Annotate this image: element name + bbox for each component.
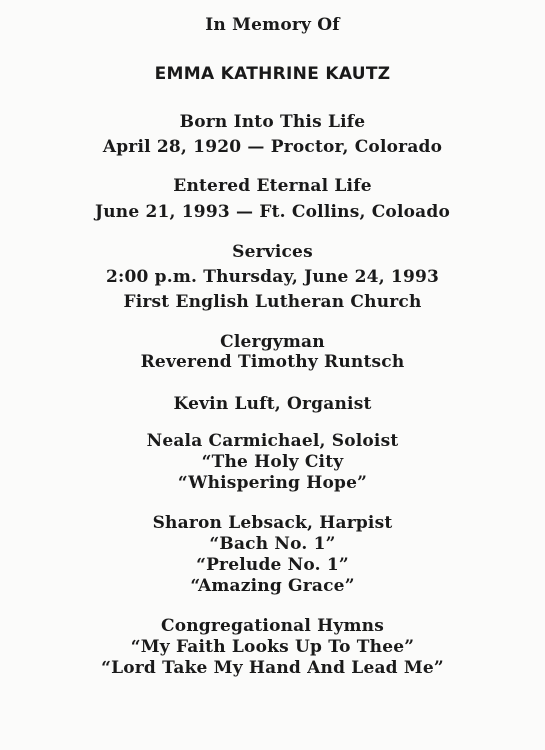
services-place: First English Lutheran Church bbox=[123, 292, 422, 312]
hymn-title: “My Faith Looks Up To Thee” bbox=[130, 637, 415, 657]
born-heading: Born Into This Life bbox=[179, 112, 366, 132]
header-text: In Memory Of bbox=[205, 15, 340, 35]
harpist-piece: “Bach No. 1” bbox=[209, 534, 336, 554]
entered-detail: June 21, 1993 — Ft. Collins, Coloado bbox=[94, 202, 451, 222]
clergy-heading: Clergyman bbox=[220, 332, 325, 352]
clergy-name: Reverend Timothy Runtsch bbox=[140, 352, 405, 372]
soloist-song: “The Holy City bbox=[201, 452, 344, 472]
services-time: 2:00 p.m. Thursday, June 24, 1993 bbox=[105, 267, 440, 287]
soloist-name: Neala Carmichael, Soloist bbox=[146, 431, 399, 451]
harpist-piece: “Prelude No. 1” bbox=[196, 555, 349, 575]
born-detail: April 28, 1920 — Proctor, Colorado bbox=[102, 137, 443, 157]
harpist-name: Sharon Lebsack, Harpist bbox=[152, 513, 393, 533]
soloist-song: “Whispering Hope” bbox=[177, 473, 368, 493]
organist-text: Kevin Luft, Organist bbox=[173, 394, 372, 414]
hymn-title: “Lord Take My Hand And Lead Me” bbox=[101, 658, 444, 678]
harpist-piece: “Amazing Grace” bbox=[190, 576, 355, 596]
services-heading: Services bbox=[232, 242, 313, 262]
deceased-name: EMMA KATHRINE KAUTZ bbox=[154, 64, 391, 84]
entered-heading: Entered Eternal Life bbox=[173, 176, 372, 196]
hymns-heading: Congregational Hymns bbox=[160, 616, 385, 636]
